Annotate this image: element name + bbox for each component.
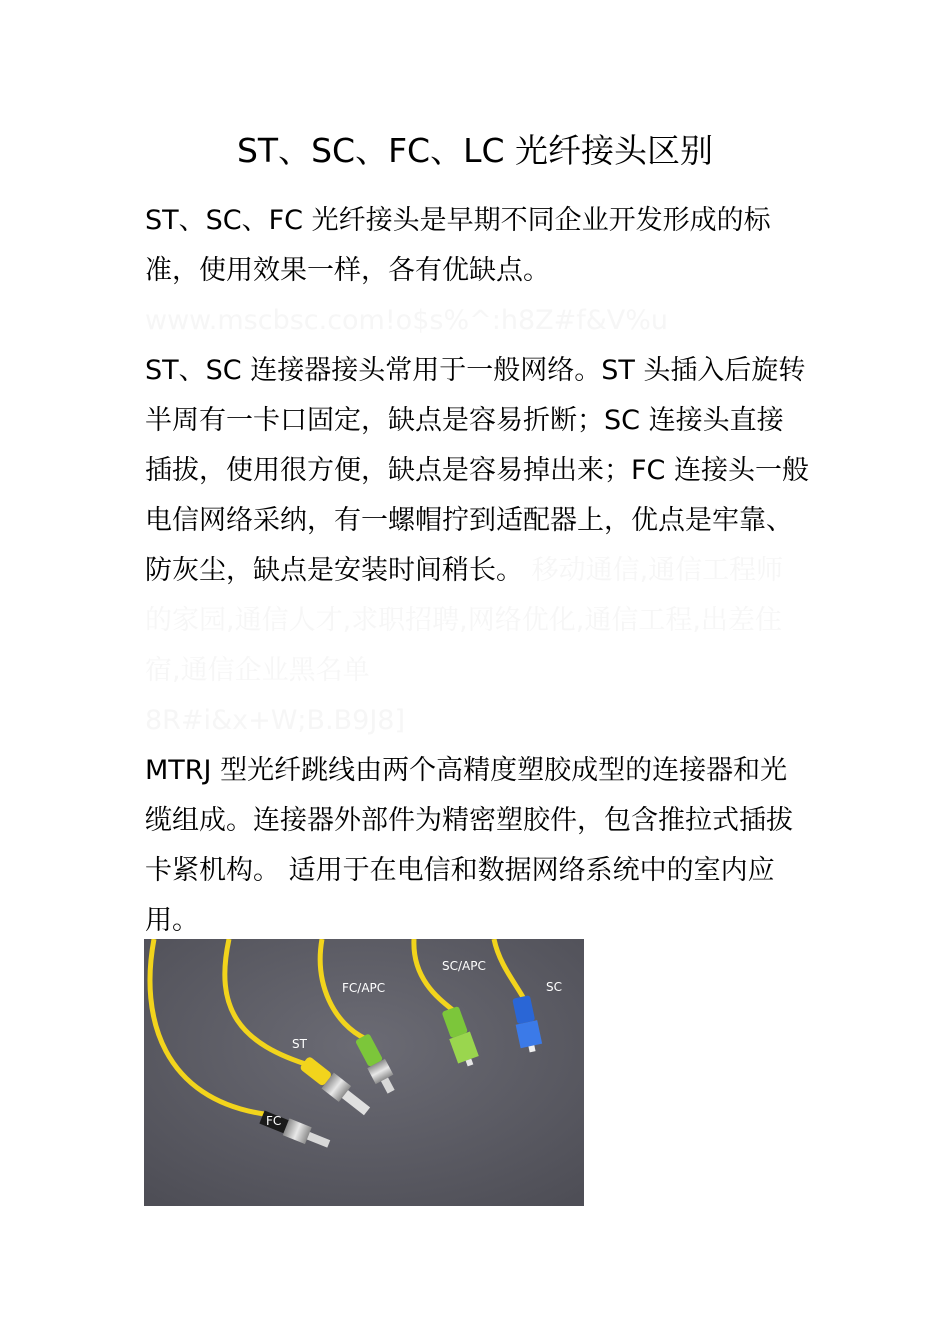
label-fcapc: FC/APC [342, 981, 386, 995]
label-fc: FC [266, 1114, 282, 1128]
label-scapc: SC/APC [442, 959, 486, 973]
connector-text: ST、SC 连接器接头常用于一般网络。ST 头插入后旋转半周有一卡口固定，缺点是容易折断；SC 连接头直接插拔，使用很方便，缺点是容易掉出来；FC 连接头一般电信网络采纳，有一螺帽拧到适配器上，优点是牢靠、防灰尘，缺点是安装时间稍长。 [145, 355, 809, 586]
watermark-text: www.mscbsc.com!o$s%^:h8Z#f&V%u [145, 305, 669, 336]
photo-background [144, 939, 584, 1206]
page-title: ST、SC、FC、LC 光纤接头区别 [236, 131, 714, 170]
intro-paragraph: ST、SC、FC 光纤接头是早期不同企业开发形成的标准，使用效果一样，各有优缺点。 [145, 205, 771, 286]
connector-photo [144, 939, 584, 1206]
label-st: ST [292, 1037, 307, 1051]
watermark-text-2: 8R#i&x+W;B.B9J8] [145, 705, 405, 736]
watermark-inline: 移动通信,通信工程师的家园,通信人才,求职招聘,网络优化,通信工程,出差住宿,通信企业黑名单 [145, 555, 784, 686]
label-sc: SC [546, 980, 562, 994]
connector-paragraph [145, 346, 810, 696]
mtrj-paragraph: MTRJ 型光纤跳线由两个高精度塑胶成型的连接器和光缆组成。连接器外部件为精密塑胶件，包含推拉式插拔卡紧机构。 适用于在电信和数据网络系统中的室内应用。 [145, 755, 793, 936]
